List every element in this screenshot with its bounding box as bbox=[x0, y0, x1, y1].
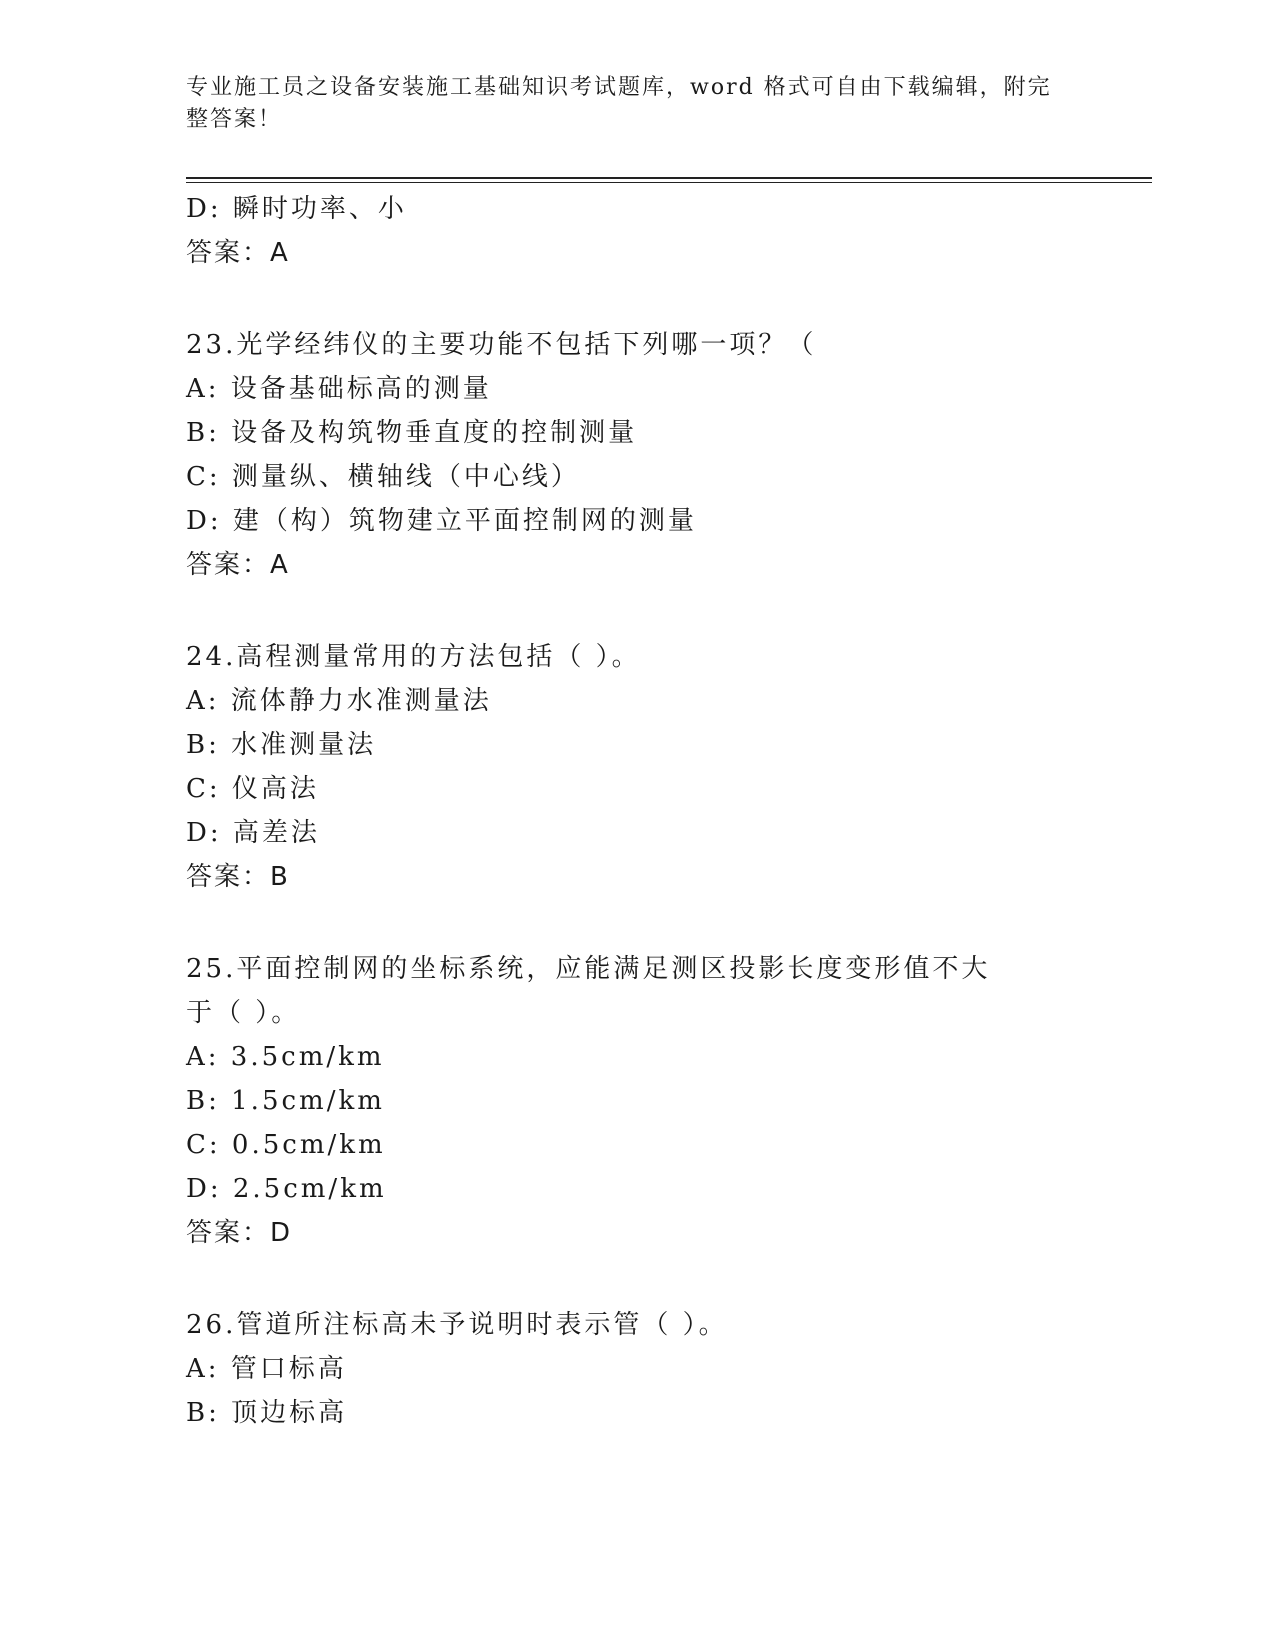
question-stem: 26.管道所注标高未予说明时表示管（ ）。 bbox=[186, 1310, 728, 1340]
question-stem: 24.高程测量常用的方法包括（ ）。 bbox=[186, 642, 641, 672]
question-23 bbox=[186, 323, 1086, 587]
document-body bbox=[186, 187, 1086, 1435]
option-b: B: 1.5cm/km bbox=[186, 1086, 385, 1116]
question-stem: 25.平面控制网的坐标系统，应能满足测区投影长度变形值不大于（ ）。 bbox=[186, 954, 991, 1028]
option-b: B: 设备及构筑物垂直度的控制测量 bbox=[186, 418, 638, 448]
option-c: C: 测量纵、横轴线（中心线） bbox=[186, 462, 580, 492]
question-stem: 23.光学经纬仪的主要功能不包括下列哪一项？（ bbox=[186, 330, 817, 360]
answer: 答案：B bbox=[186, 862, 290, 892]
option-a: A: 3.5cm/km bbox=[186, 1042, 385, 1072]
prev-answer: 答案：A bbox=[186, 238, 290, 268]
option-d: D: 建（构）筑物建立平面控制网的测量 bbox=[186, 506, 697, 536]
header-divider bbox=[186, 177, 1152, 183]
option-b: B: 水准测量法 bbox=[186, 730, 377, 760]
option-b: B: 顶边标高 bbox=[186, 1398, 348, 1428]
question-26 bbox=[186, 1303, 1086, 1435]
option-c: C: 仪高法 bbox=[186, 774, 319, 804]
option-d: D: 2.5cm/km bbox=[186, 1174, 387, 1204]
question-25 bbox=[186, 947, 1086, 1255]
answer: 答案：D bbox=[186, 1218, 293, 1248]
option-a: A: 管口标高 bbox=[186, 1354, 347, 1384]
document-header: 专业施工员之设备安装施工基础知识考试题库，word 格式可自由下载编辑，附完整答案！ bbox=[186, 75, 1052, 132]
prev-option-d: D: 瞬时功率、小 bbox=[186, 194, 407, 224]
option-a: A: 设备基础标高的测量 bbox=[186, 374, 492, 404]
option-d: D: 高差法 bbox=[186, 818, 320, 848]
option-a: A: 流体静力水准测量法 bbox=[186, 686, 492, 716]
question-24 bbox=[186, 635, 1086, 899]
option-c: C: 0.5cm/km bbox=[186, 1130, 386, 1160]
answer: 答案：A bbox=[186, 550, 290, 580]
